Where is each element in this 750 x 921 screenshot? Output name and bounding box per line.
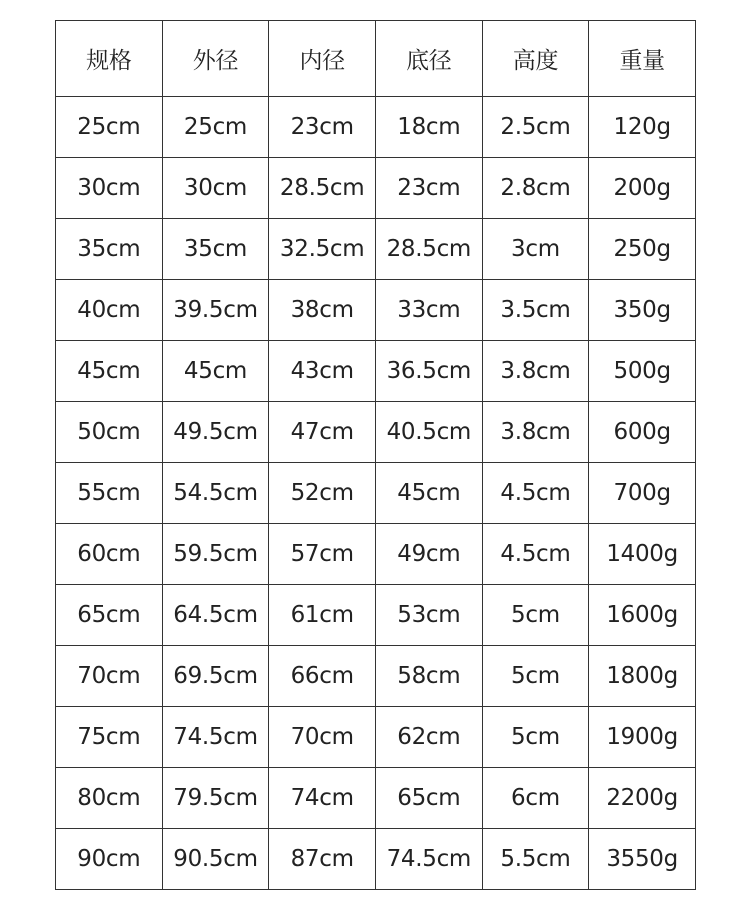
table-cell: 1900g [589, 707, 696, 768]
table-cell: 39.5cm [162, 280, 269, 341]
table-cell: 61cm [269, 585, 376, 646]
table-row [56, 463, 696, 524]
table-cell: 35cm [56, 219, 163, 280]
table-cell: 250g [589, 219, 696, 280]
table-cell: 5cm [482, 646, 589, 707]
spec-header: 规格 [56, 21, 163, 97]
table-cell: 25cm [162, 97, 269, 158]
table-cell: 2.8cm [482, 158, 589, 219]
table-cell: 74.5cm [375, 829, 482, 890]
table-cell: 2.5cm [482, 97, 589, 158]
table-cell: 57cm [269, 524, 376, 585]
table-cell: 23cm [269, 97, 376, 158]
table-cell: 58cm [375, 646, 482, 707]
table-cell: 33cm [375, 280, 482, 341]
table-cell: 87cm [269, 829, 376, 890]
table-cell: 66cm [269, 646, 376, 707]
table-cell: 38cm [269, 280, 376, 341]
table-cell: 74.5cm [162, 707, 269, 768]
size-spec-table [55, 20, 696, 890]
table-cell: 52cm [269, 463, 376, 524]
table-cell: 3.8cm [482, 341, 589, 402]
table-cell: 40.5cm [375, 402, 482, 463]
table-cell: 49.5cm [162, 402, 269, 463]
table-cell: 25cm [56, 97, 163, 158]
table-cell: 47cm [269, 402, 376, 463]
table-cell: 35cm [162, 219, 269, 280]
table-cell: 600g [589, 402, 696, 463]
table-cell: 36.5cm [375, 341, 482, 402]
table-cell: 1800g [589, 646, 696, 707]
table-cell: 74cm [269, 768, 376, 829]
table-cell: 4.5cm [482, 463, 589, 524]
table-row [56, 158, 696, 219]
table-cell: 3.5cm [482, 280, 589, 341]
table-cell: 1600g [589, 585, 696, 646]
table-cell: 62cm [375, 707, 482, 768]
table-cell: 40cm [56, 280, 163, 341]
table-row [56, 646, 696, 707]
table-row [56, 768, 696, 829]
table-cell: 3.8cm [482, 402, 589, 463]
table-cell: 23cm [375, 158, 482, 219]
table-cell: 49cm [375, 524, 482, 585]
table-row [56, 829, 696, 890]
table-cell: 30cm [162, 158, 269, 219]
table-cell: 90cm [56, 829, 163, 890]
table-cell: 69.5cm [162, 646, 269, 707]
table-cell: 32.5cm [269, 219, 376, 280]
table-row [56, 707, 696, 768]
table-cell: 50cm [56, 402, 163, 463]
table-cell: 2200g [589, 768, 696, 829]
table-cell: 28.5cm [269, 158, 376, 219]
table-cell: 5cm [482, 585, 589, 646]
table-row [56, 402, 696, 463]
table-row [56, 585, 696, 646]
table-cell: 5cm [482, 707, 589, 768]
table-cell: 1400g [589, 524, 696, 585]
table-row [56, 219, 696, 280]
table-cell: 5.5cm [482, 829, 589, 890]
table-cell: 53cm [375, 585, 482, 646]
table-cell: 4.5cm [482, 524, 589, 585]
table-row [56, 97, 696, 158]
weight-header: 重量 [589, 21, 696, 97]
table-cell: 75cm [56, 707, 163, 768]
table-cell: 350g [589, 280, 696, 341]
table-cell: 80cm [56, 768, 163, 829]
table-cell: 3cm [482, 219, 589, 280]
table-cell: 65cm [56, 585, 163, 646]
table-cell: 43cm [269, 341, 376, 402]
table-cell: 18cm [375, 97, 482, 158]
table-cell: 500g [589, 341, 696, 402]
table-cell: 59.5cm [162, 524, 269, 585]
table-cell: 200g [589, 158, 696, 219]
table-cell: 45cm [162, 341, 269, 402]
table-cell: 30cm [56, 158, 163, 219]
height-header: 高度 [482, 21, 589, 97]
table-cell: 45cm [375, 463, 482, 524]
table-cell: 45cm [56, 341, 163, 402]
table-row [56, 280, 696, 341]
table-cell: 70cm [269, 707, 376, 768]
table-cell: 120g [589, 97, 696, 158]
table-cell: 60cm [56, 524, 163, 585]
bottom-diameter-header: 底径 [375, 21, 482, 97]
inner-diameter-header: 内径 [269, 21, 376, 97]
table-body [56, 97, 696, 890]
table-cell: 3550g [589, 829, 696, 890]
table-cell: 79.5cm [162, 768, 269, 829]
table-header-row [56, 21, 696, 97]
table-row [56, 524, 696, 585]
table-cell: 70cm [56, 646, 163, 707]
table-cell: 55cm [56, 463, 163, 524]
table-cell: 65cm [375, 768, 482, 829]
table-row [56, 341, 696, 402]
table-cell: 54.5cm [162, 463, 269, 524]
table-cell: 6cm [482, 768, 589, 829]
table-cell: 90.5cm [162, 829, 269, 890]
table-cell: 28.5cm [375, 219, 482, 280]
table-cell: 700g [589, 463, 696, 524]
outer-diameter-header: 外径 [162, 21, 269, 97]
table-cell: 64.5cm [162, 585, 269, 646]
